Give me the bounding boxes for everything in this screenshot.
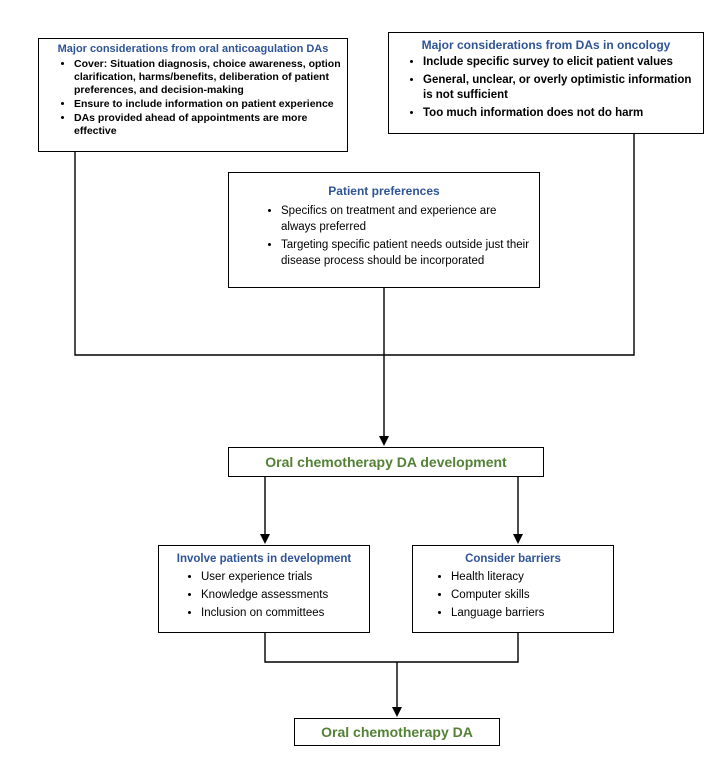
involve-patients-bullet-list: [163, 569, 365, 622]
patient-preferences-box: [228, 172, 540, 288]
oncology-box-title: Major considerations from DAs in oncology: [421, 38, 671, 52]
patient-preferences-bullet-list: [237, 203, 531, 269]
consider-barriers-box: [412, 545, 614, 633]
anticoagulation-considerations-box: [38, 38, 348, 152]
bullet-item: • Specifics on treatment and experience are always preferred: [281, 203, 531, 235]
bullet-item: • General, unclear, or overly optimistic information is not sufficient: [423, 73, 697, 103]
anticoagulation-box-title: Major considerations from oral anticoagulation DAs: [57, 43, 329, 55]
consider-barriers-title: Consider barriers: [465, 553, 561, 565]
consider-barriers-bullet-list: [417, 569, 609, 622]
oral-chemotherapy-da-title: Oral chemotherapy DA: [321, 724, 473, 740]
arrowhead-barriers: [513, 534, 523, 544]
arrowhead-involve: [260, 534, 270, 544]
bullet-item: • Language barriers: [451, 605, 609, 622]
da-development-box: [228, 447, 544, 477]
bullet-item: • Cover: Situation diagnosis, choice awareness, option clarification, harms/benefits, deliberation of patient preferences, and decision-making: [74, 58, 342, 97]
bullet-item: • Health literacy: [451, 569, 609, 586]
bullet-item: • Too much information does not do harm: [423, 106, 697, 121]
bullet-item: • User experience trials: [201, 569, 365, 586]
arrowhead-final: [392, 707, 402, 717]
bullet-item: • Knowledge assessments: [201, 587, 365, 604]
connector-involve-to-merge: [265, 633, 397, 662]
bullet-item: • Targeting specific patient needs outside just their disease process should be incorporated: [281, 237, 531, 269]
arrowhead-development: [379, 436, 389, 446]
involve-patients-title: Involve patients in development: [176, 553, 352, 565]
bullet-item: • DAs provided ahead of appointments are more effective: [74, 112, 342, 138]
connector-barriers-to-merge: [397, 633, 518, 662]
bullet-item: • Computer skills: [451, 587, 609, 604]
involve-patients-box: [158, 545, 370, 633]
oral-chemotherapy-da-box: [294, 718, 500, 746]
oncology-bullet-list: [395, 55, 697, 121]
anticoagulation-bullet-list: [44, 58, 342, 138]
bullet-item: • Inclusion on committees: [201, 605, 365, 622]
oncology-considerations-box: [388, 32, 704, 134]
bullet-item: • Include specific survey to elicit patient values: [423, 55, 697, 70]
da-development-title: Oral chemotherapy DA development: [265, 454, 507, 470]
patient-preferences-title: Patient preferences: [328, 184, 440, 198]
bullet-item: • Ensure to include information on patient experience: [74, 98, 342, 111]
